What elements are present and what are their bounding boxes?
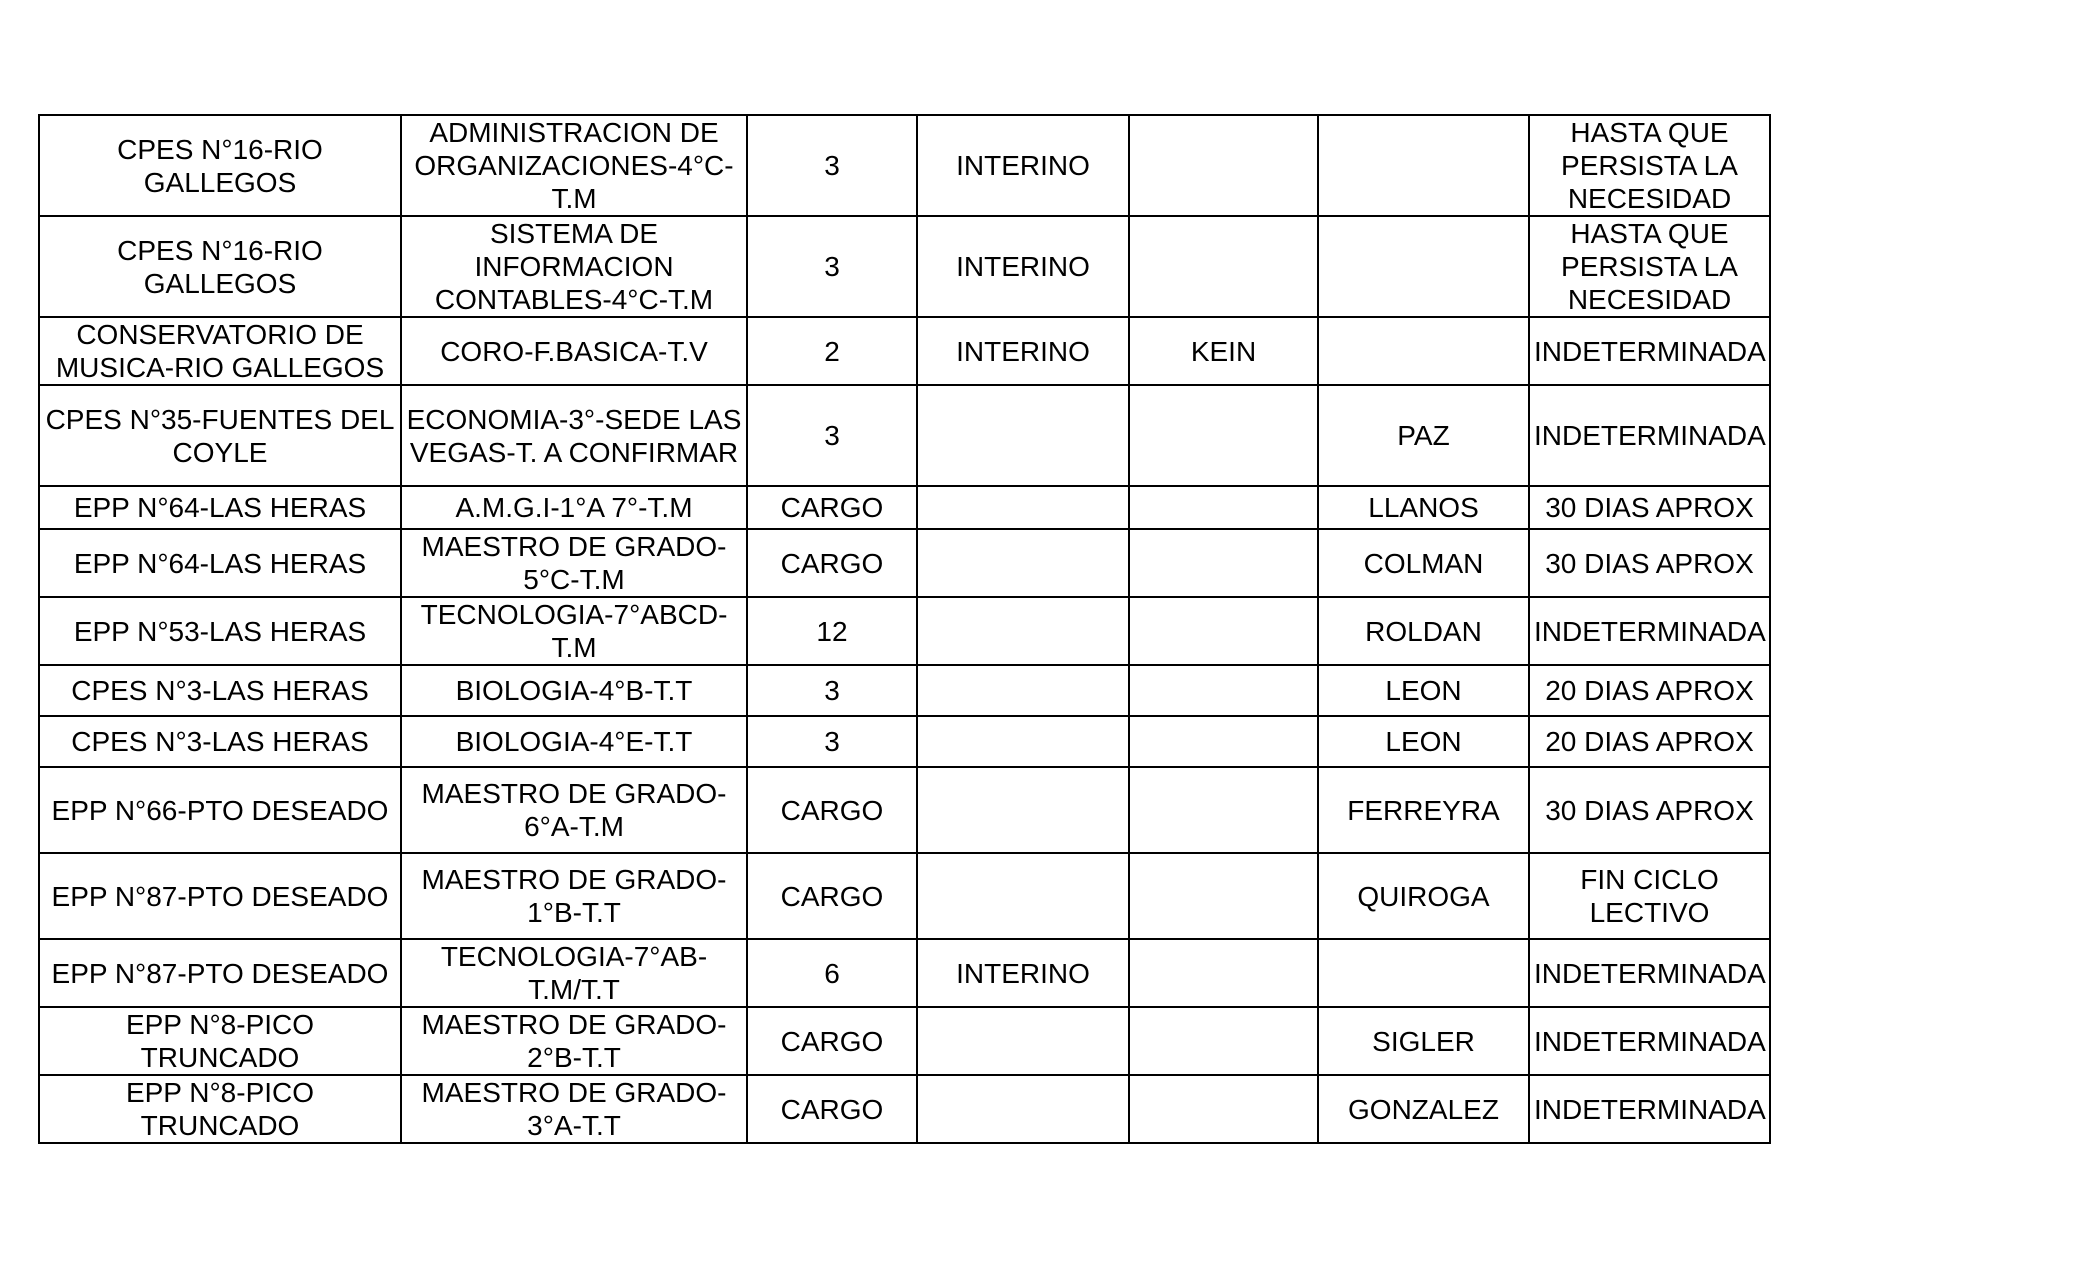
cell-replaced: LEON — [1318, 716, 1529, 767]
cell-incumbent — [1129, 385, 1318, 486]
cell-status — [917, 385, 1129, 486]
cell-status: INTERINO — [917, 317, 1129, 385]
table-row — [39, 665, 1770, 716]
cell-incumbent — [1129, 853, 1318, 939]
table-row — [39, 767, 1770, 853]
cell-subject: A.M.G.I-1°A 7°-T.M — [401, 486, 747, 529]
cell-replaced: FERREYRA — [1318, 767, 1529, 853]
cell-duration: 30 DIAS APROX — [1529, 486, 1770, 529]
cell-incumbent: KEIN — [1129, 317, 1318, 385]
cell-duration: 30 DIAS APROX — [1529, 767, 1770, 853]
cell-status: INTERINO — [917, 115, 1129, 216]
cell-hours: CARGO — [747, 1007, 917, 1075]
cell-hours: CARGO — [747, 486, 917, 529]
cell-hours: 6 — [747, 939, 917, 1007]
cell-replaced: PAZ — [1318, 385, 1529, 486]
table-row — [39, 1075, 1770, 1143]
cell-duration: HASTA QUE PERSISTA LA NECESIDAD — [1529, 115, 1770, 216]
cell-incumbent — [1129, 529, 1318, 597]
table-row — [39, 529, 1770, 597]
cell-duration: INDETERMINADA — [1529, 317, 1770, 385]
cell-duration: INDETERMINADA — [1529, 385, 1770, 486]
cell-school: EPP N°8-PICO TRUNCADO — [39, 1007, 401, 1075]
cell-school: CONSERVATORIO DE MUSICA-RIO GALLEGOS — [39, 317, 401, 385]
cell-duration: HASTA QUE PERSISTA LA NECESIDAD — [1529, 216, 1770, 317]
cell-status — [917, 853, 1129, 939]
cell-replaced: LEON — [1318, 665, 1529, 716]
cell-status — [917, 665, 1129, 716]
cell-replaced: SIGLER — [1318, 1007, 1529, 1075]
cell-school: CPES N°3-LAS HERAS — [39, 716, 401, 767]
cell-hours: 2 — [747, 317, 917, 385]
cell-hours: CARGO — [747, 529, 917, 597]
cell-status: INTERINO — [917, 939, 1129, 1007]
cell-status — [917, 1007, 1129, 1075]
cell-incumbent — [1129, 716, 1318, 767]
cell-duration: FIN CICLO LECTIVO — [1529, 853, 1770, 939]
cell-incumbent — [1129, 486, 1318, 529]
cell-replaced: QUIROGA — [1318, 853, 1529, 939]
cell-duration: INDETERMINADA — [1529, 1075, 1770, 1143]
cell-hours: CARGO — [747, 1075, 917, 1143]
cell-hours: 12 — [747, 597, 917, 665]
table-row — [39, 853, 1770, 939]
table-row — [39, 1007, 1770, 1075]
cell-subject: MAESTRO DE GRADO- 2°B-T.T — [401, 1007, 747, 1075]
cell-duration: INDETERMINADA — [1529, 1007, 1770, 1075]
cell-school: CPES N°16-RIO GALLEGOS — [39, 216, 401, 317]
cell-incumbent — [1129, 1075, 1318, 1143]
cell-incumbent — [1129, 665, 1318, 716]
cell-school: EPP N°64-LAS HERAS — [39, 529, 401, 597]
cell-school: EPP N°64-LAS HERAS — [39, 486, 401, 529]
cell-subject: MAESTRO DE GRADO- 6°A-T.M — [401, 767, 747, 853]
table-row — [39, 939, 1770, 1007]
cell-subject: SISTEMA DE INFORMACION CONTABLES-4°C-T.M — [401, 216, 747, 317]
cell-status — [917, 716, 1129, 767]
cell-hours: 3 — [747, 115, 917, 216]
cell-hours: 3 — [747, 716, 917, 767]
cell-incumbent — [1129, 597, 1318, 665]
cell-subject: MAESTRO DE GRADO- 5°C-T.M — [401, 529, 747, 597]
cell-replaced: LLANOS — [1318, 486, 1529, 529]
cell-replaced: GONZALEZ — [1318, 1075, 1529, 1143]
table-row — [39, 716, 1770, 767]
cell-school: EPP N°87-PTO DESEADO — [39, 939, 401, 1007]
table-row — [39, 597, 1770, 665]
cell-status — [917, 486, 1129, 529]
cell-hours: CARGO — [747, 767, 917, 853]
cell-incumbent — [1129, 939, 1318, 1007]
cell-status — [917, 529, 1129, 597]
cell-hours: 3 — [747, 385, 917, 486]
cell-school: EPP N°87-PTO DESEADO — [39, 853, 401, 939]
table-row — [39, 385, 1770, 486]
cell-school: CPES N°16-RIO GALLEGOS — [39, 115, 401, 216]
table-row — [39, 317, 1770, 385]
cell-status — [917, 767, 1129, 853]
cell-subject: ADMINISTRACION DE ORGANIZACIONES-4°C- T.M — [401, 115, 747, 216]
vacancies-table — [38, 114, 1771, 1144]
table-row — [39, 486, 1770, 529]
cell-replaced — [1318, 317, 1529, 385]
cell-incumbent — [1129, 115, 1318, 216]
table-row — [39, 115, 1770, 216]
cell-status — [917, 1075, 1129, 1143]
cell-incumbent — [1129, 767, 1318, 853]
cell-school: CPES N°3-LAS HERAS — [39, 665, 401, 716]
cell-incumbent — [1129, 1007, 1318, 1075]
cell-school: EPP N°8-PICO TRUNCADO — [39, 1075, 401, 1143]
table-body — [39, 115, 1770, 1143]
cell-replaced: ROLDAN — [1318, 597, 1529, 665]
cell-hours: 3 — [747, 665, 917, 716]
cell-incumbent — [1129, 216, 1318, 317]
cell-subject: BIOLOGIA-4°E-T.T — [401, 716, 747, 767]
cell-subject: MAESTRO DE GRADO- 3°A-T.T — [401, 1075, 747, 1143]
cell-school: EPP N°66-PTO DESEADO — [39, 767, 401, 853]
cell-school: EPP N°53-LAS HERAS — [39, 597, 401, 665]
cell-replaced — [1318, 115, 1529, 216]
cell-duration: 20 DIAS APROX — [1529, 665, 1770, 716]
cell-hours: 3 — [747, 216, 917, 317]
cell-subject: TECNOLOGIA-7°ABCD- T.M — [401, 597, 747, 665]
table-row — [39, 216, 1770, 317]
cell-subject: BIOLOGIA-4°B-T.T — [401, 665, 747, 716]
cell-replaced: COLMAN — [1318, 529, 1529, 597]
cell-status — [917, 597, 1129, 665]
cell-subject: TECNOLOGIA-7°AB- T.M/T.T — [401, 939, 747, 1007]
cell-status: INTERINO — [917, 216, 1129, 317]
cell-hours: CARGO — [747, 853, 917, 939]
cell-duration: INDETERMINADA — [1529, 597, 1770, 665]
cell-school: CPES N°35-FUENTES DEL COYLE — [39, 385, 401, 486]
cell-replaced — [1318, 939, 1529, 1007]
cell-replaced — [1318, 216, 1529, 317]
cell-duration: INDETERMINADA — [1529, 939, 1770, 1007]
cell-subject: ECONOMIA-3°-SEDE LAS VEGAS-T. A CONFIRMAR — [401, 385, 747, 486]
cell-duration: 20 DIAS APROX — [1529, 716, 1770, 767]
cell-subject: CORO-F.BASICA-T.V — [401, 317, 747, 385]
cell-subject: MAESTRO DE GRADO- 1°B-T.T — [401, 853, 747, 939]
cell-duration: 30 DIAS APROX — [1529, 529, 1770, 597]
